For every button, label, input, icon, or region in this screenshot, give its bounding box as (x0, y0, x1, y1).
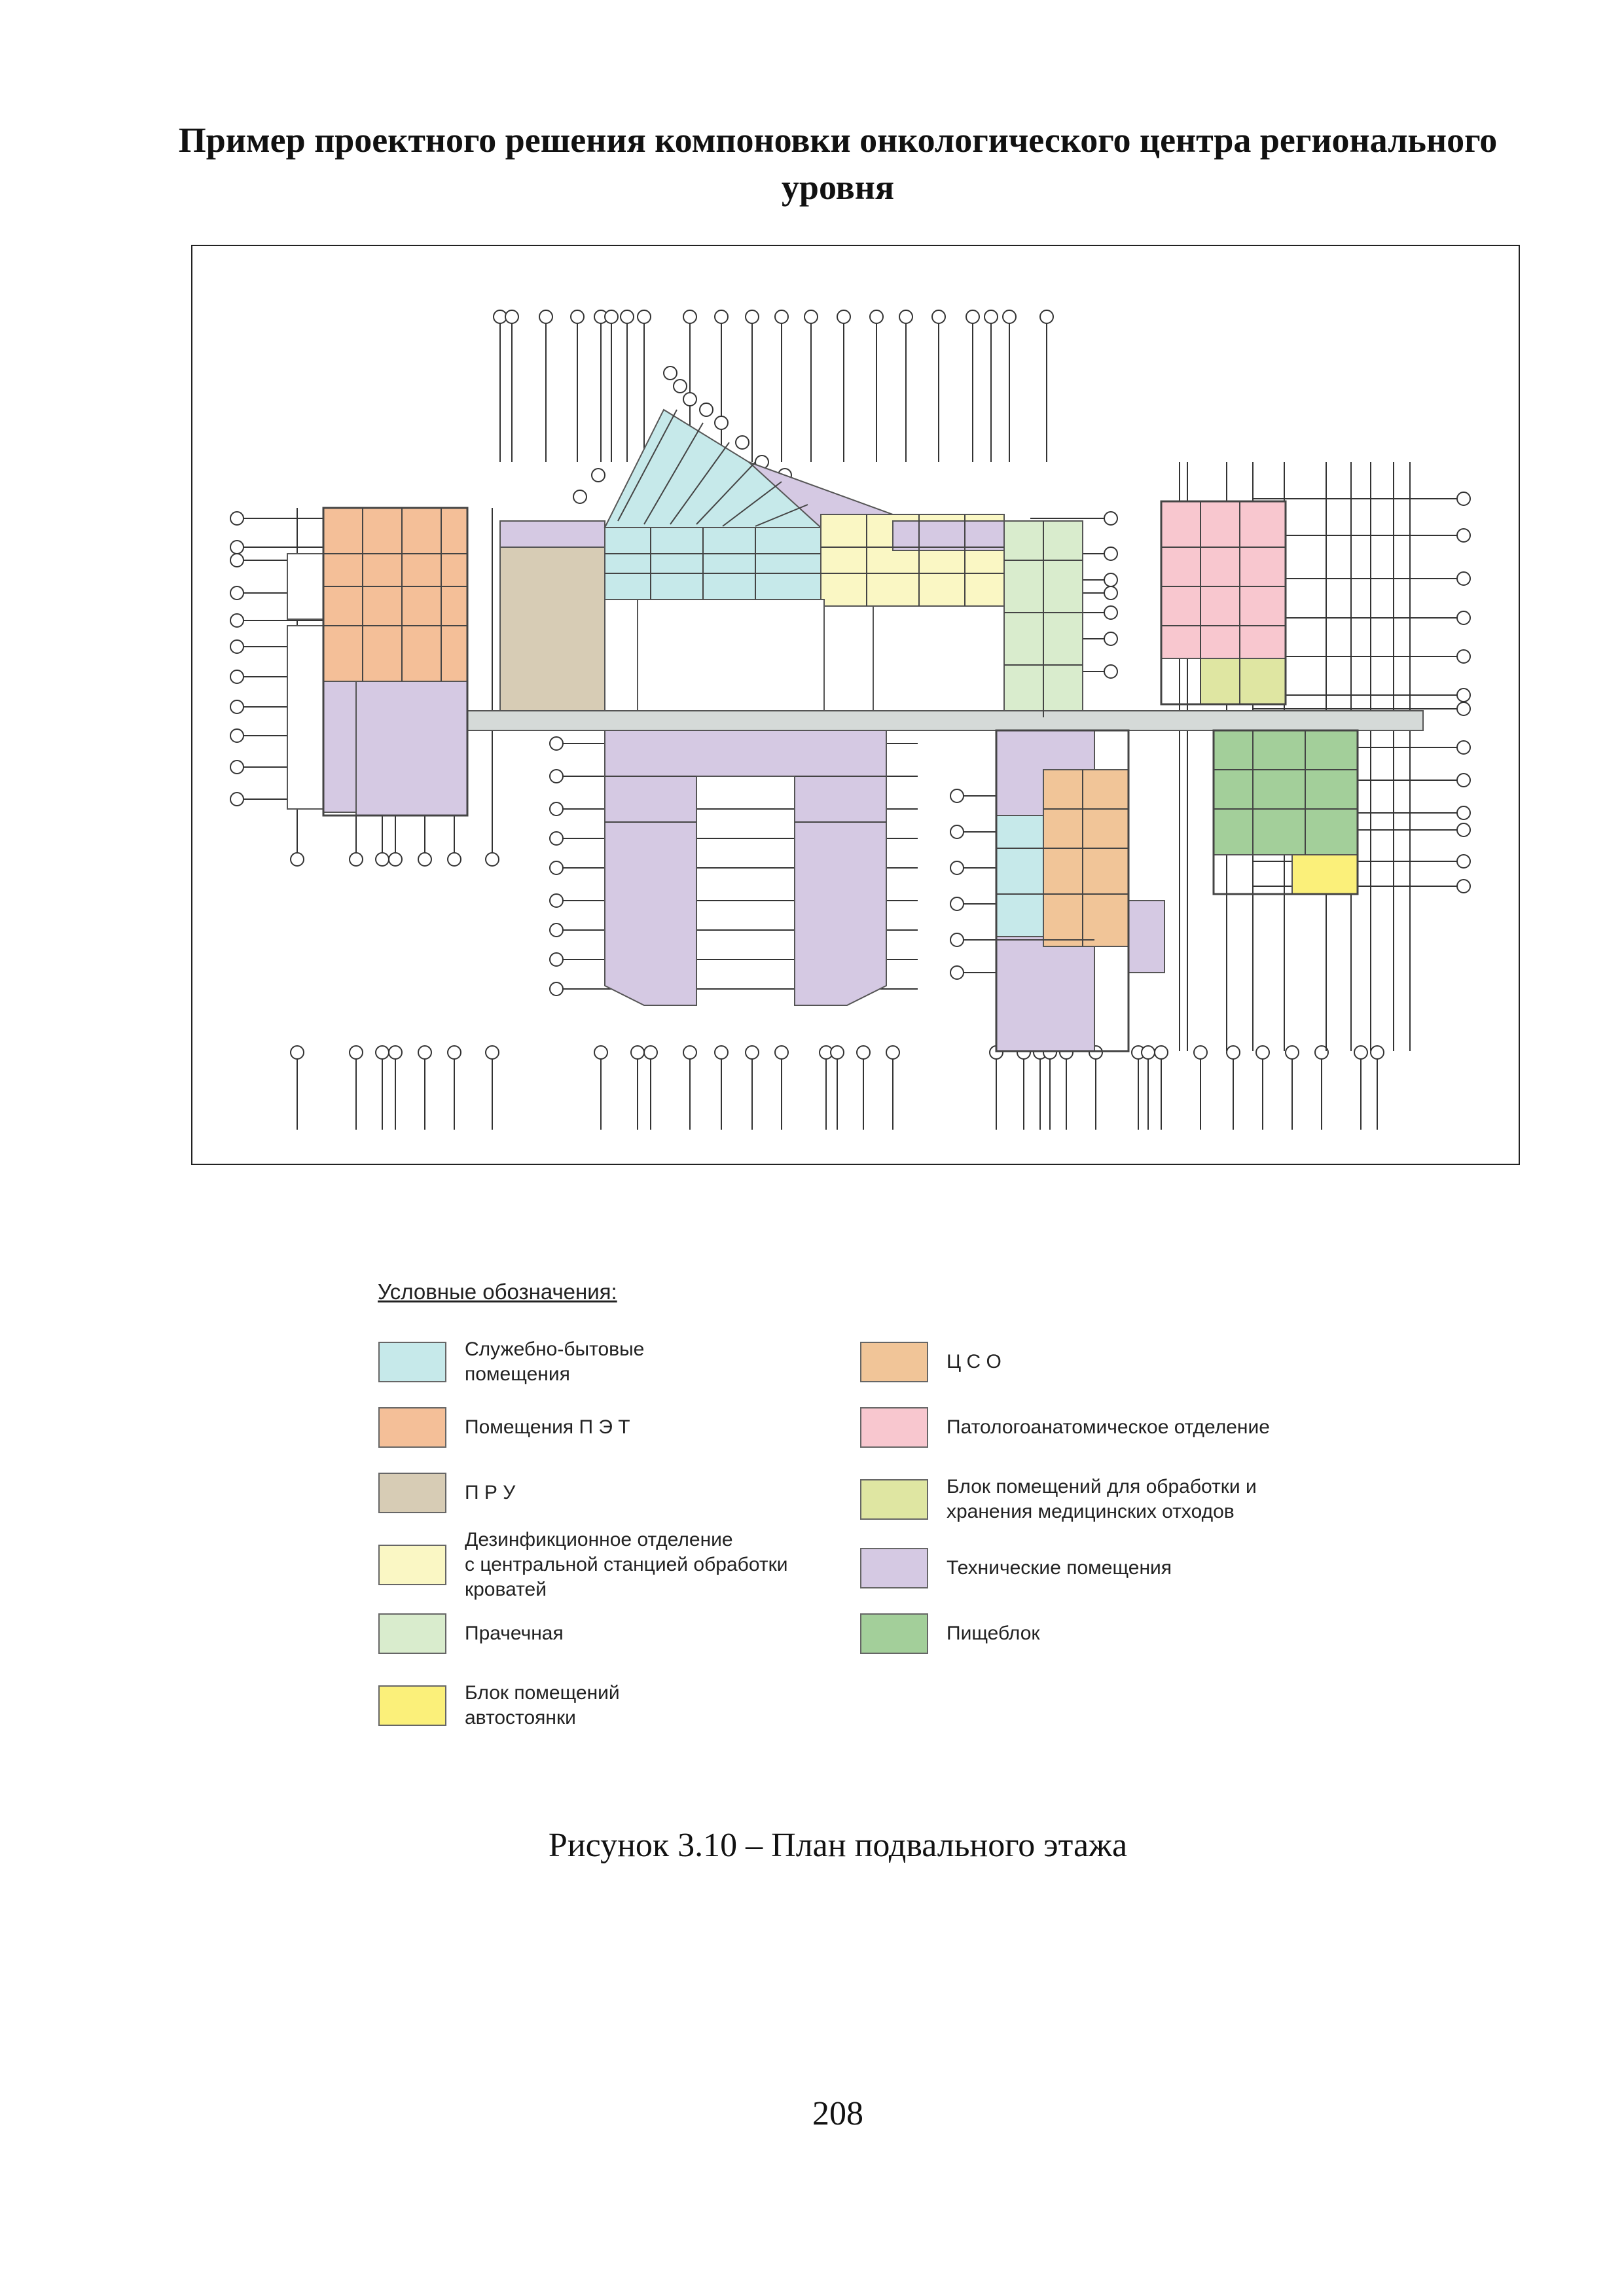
grid-axis-bubble (230, 541, 244, 554)
zone (467, 711, 1423, 730)
grid-axis-bubble (389, 853, 402, 866)
grid-axis-bubble (539, 310, 552, 323)
figure-caption: Рисунок 3.10 – План подвального этажа (548, 1827, 1128, 1864)
grid-axis-bubble (291, 853, 304, 866)
zone (500, 547, 605, 717)
grid-axis-bubble (631, 1046, 644, 1059)
grid-axis-bubble (1457, 611, 1470, 624)
page-title: Пример проектного решения компоновки онкологического центра регионального уровня (178, 120, 1498, 207)
grid-axis-bubble (1003, 310, 1016, 323)
grid-axis-bubble (870, 310, 883, 323)
legend-label: Технические помещения (947, 1557, 1172, 1579)
grid-axis-bubble (1354, 1046, 1367, 1059)
grid-axis-bubble (1104, 606, 1117, 619)
grid-axis-bubble (1104, 665, 1117, 678)
grid-axis-bubble (350, 1046, 363, 1059)
legend-label: Служебно-бытовые помещения (465, 1338, 645, 1385)
zone (873, 606, 1004, 711)
grid-axis-bubble (571, 310, 584, 323)
grid-axis-bubble (550, 953, 563, 966)
grid-axis-bubble (230, 640, 244, 653)
zone (323, 508, 467, 681)
legend-heading: Условные обозначения: (378, 1280, 617, 1304)
grid-axis-bubble (550, 861, 563, 874)
grid-axis-bubble (230, 614, 244, 627)
grid-axis-bubble (350, 853, 363, 866)
grid-axis-bubble (1457, 689, 1470, 702)
zone (893, 521, 1004, 550)
grid-axis-bubble (1457, 774, 1470, 787)
grid-axis-bubble (886, 1046, 899, 1059)
grid-axis-bubble (638, 310, 651, 323)
grid-axis-bubble (683, 310, 696, 323)
zone (356, 681, 467, 816)
grid-axis-bubble (550, 894, 563, 907)
grid-axis-bubble (644, 1046, 657, 1059)
grid-axis-bubble (746, 1046, 759, 1059)
grid-axis-bubble (857, 1046, 870, 1059)
grid-axis-bubble (1457, 823, 1470, 836)
legend-swatch (860, 1407, 928, 1448)
grid-axis-bubble (550, 802, 563, 816)
grid-axis-bubble (605, 310, 618, 323)
zone (500, 521, 605, 547)
legend-label: Дезинфикционное отделение с центральной станцией обработки кроватей (465, 1529, 788, 1600)
zone (323, 681, 356, 812)
grid-axis-bubble (1256, 1046, 1269, 1059)
grid-axis-bubble (550, 770, 563, 783)
grid-axis-bubble (1457, 806, 1470, 819)
grid-axis-bubble (621, 310, 634, 323)
page-number: 208 (812, 2095, 863, 2132)
grid-axis-bubble (1040, 310, 1053, 323)
grid-axis-bubble (1104, 512, 1117, 525)
legend-swatch (860, 1613, 928, 1654)
grid-axis-bubble (950, 861, 964, 874)
grid-axis-bubble (674, 380, 687, 393)
grid-axis-bubble (389, 1046, 402, 1059)
zone (1200, 658, 1286, 704)
grid-axis-bubble (1194, 1046, 1207, 1059)
grid-axis-bubble (486, 1046, 499, 1059)
grid-axis-bubble (230, 586, 244, 600)
grid-axis-bubble (1286, 1046, 1299, 1059)
grid-axis-bubble (550, 737, 563, 750)
grid-axis-bubble (1142, 1046, 1155, 1059)
legend-label: Помещения П Э Т (465, 1416, 630, 1438)
grid-axis-bubble (230, 729, 244, 742)
grid-axis-bubble (376, 853, 389, 866)
zone (1043, 770, 1128, 946)
grid-axis-bubble (950, 966, 964, 979)
grid-axis-bubble (831, 1046, 844, 1059)
floor-plan-drawing (191, 245, 1520, 1165)
grid-axis-bubble (550, 924, 563, 937)
zone (287, 626, 323, 809)
grid-axis-bubble (486, 853, 499, 866)
legend-label: Блок помещений для обработки и хранения медицинских отходов (947, 1476, 1257, 1522)
grid-axis-bubble (1457, 492, 1470, 505)
grid-axis-bubble (1457, 702, 1470, 715)
zone (1214, 730, 1358, 855)
legend-swatch (860, 1342, 928, 1382)
grid-axis-bubble (230, 761, 244, 774)
basement-floor-plan (192, 246, 1519, 1164)
legend-label: Ц С О (947, 1351, 1001, 1372)
grid-axis-bubble (1457, 650, 1470, 663)
legend-swatch (860, 1548, 928, 1588)
grid-axis-bubble (448, 853, 461, 866)
grid-axis-bubble (1104, 547, 1117, 560)
legend-label: Прачечная (465, 1623, 564, 1644)
grid-axis-bubble (837, 310, 850, 323)
legend-swatch (378, 1685, 446, 1726)
grid-axis-bubble (950, 789, 964, 802)
grid-axis-bubble (230, 670, 244, 683)
grid-axis-bubble (1155, 1046, 1168, 1059)
zone (1161, 501, 1286, 658)
grid-axis-bubble (505, 310, 518, 323)
grid-axis-bubble (950, 897, 964, 910)
grid-axis-bubble (700, 403, 713, 416)
legend-swatch (378, 1613, 446, 1654)
grid-axis-bubble (230, 512, 244, 525)
grid-axis-bubble (592, 469, 605, 482)
grid-axis-bubble (1371, 1046, 1384, 1059)
grid-axis-bubble (1457, 572, 1470, 585)
grid-axis-bubble (664, 367, 677, 380)
grid-axis-bubble (1457, 855, 1470, 868)
grid-axis-bubble (1227, 1046, 1240, 1059)
grid-axis-bubble (950, 933, 964, 946)
zone (638, 600, 824, 711)
grid-axis-bubble (594, 1046, 607, 1059)
grid-axis-bubble (715, 1046, 728, 1059)
grid-axis-bubble (448, 1046, 461, 1059)
legend-swatch (378, 1342, 446, 1382)
zone (1128, 901, 1164, 973)
zone (605, 410, 821, 528)
grid-axis-bubble (804, 310, 818, 323)
legend-label: Блок помещений автостоянки (465, 1682, 620, 1729)
legend-label: Патологоанатомическое отделение (947, 1416, 1270, 1438)
zone (287, 554, 323, 619)
grid-axis-bubble (775, 1046, 788, 1059)
grid-axis-bubble (715, 310, 728, 323)
grid-axis-bubble (573, 490, 586, 503)
grid-axis-bubble (230, 793, 244, 806)
grid-axis-bubble (418, 1046, 431, 1059)
zone (605, 528, 821, 600)
grid-axis-bubble (230, 700, 244, 713)
grid-axis-bubble (1457, 529, 1470, 542)
grid-axis-bubble (291, 1046, 304, 1059)
grid-axis-bubble (932, 310, 945, 323)
grid-axis-bubble (715, 416, 728, 429)
grid-axis-bubble (899, 310, 912, 323)
grid-axis-bubble (683, 1046, 696, 1059)
grid-axis-bubble (1457, 880, 1470, 893)
grid-axis-bubble (950, 825, 964, 838)
grid-axis-bubble (1104, 573, 1117, 586)
grid-axis-bubble (1104, 586, 1117, 600)
grid-axis-bubble (230, 554, 244, 567)
grid-axis-bubble (418, 853, 431, 866)
grid-axis-bubble (984, 310, 998, 323)
grid-axis-bubble (1457, 741, 1470, 754)
legend-swatch (378, 1407, 446, 1448)
grid-axis-bubble (746, 310, 759, 323)
grid-axis-bubble (550, 982, 563, 996)
grid-axis-bubble (550, 832, 563, 845)
legend-label: Пищеблок (947, 1623, 1040, 1644)
legend-swatch (860, 1479, 928, 1520)
legend-label: П Р У (465, 1482, 516, 1503)
grid-axis-bubble (736, 436, 749, 449)
legend-swatch (378, 1545, 446, 1585)
grid-axis-bubble (1104, 632, 1117, 645)
grid-axis-bubble (683, 393, 696, 406)
grid-axis-bubble (376, 1046, 389, 1059)
zone (1292, 855, 1358, 894)
legend-swatch (378, 1473, 446, 1513)
grid-axis-bubble (966, 310, 979, 323)
grid-axis-bubble (775, 310, 788, 323)
